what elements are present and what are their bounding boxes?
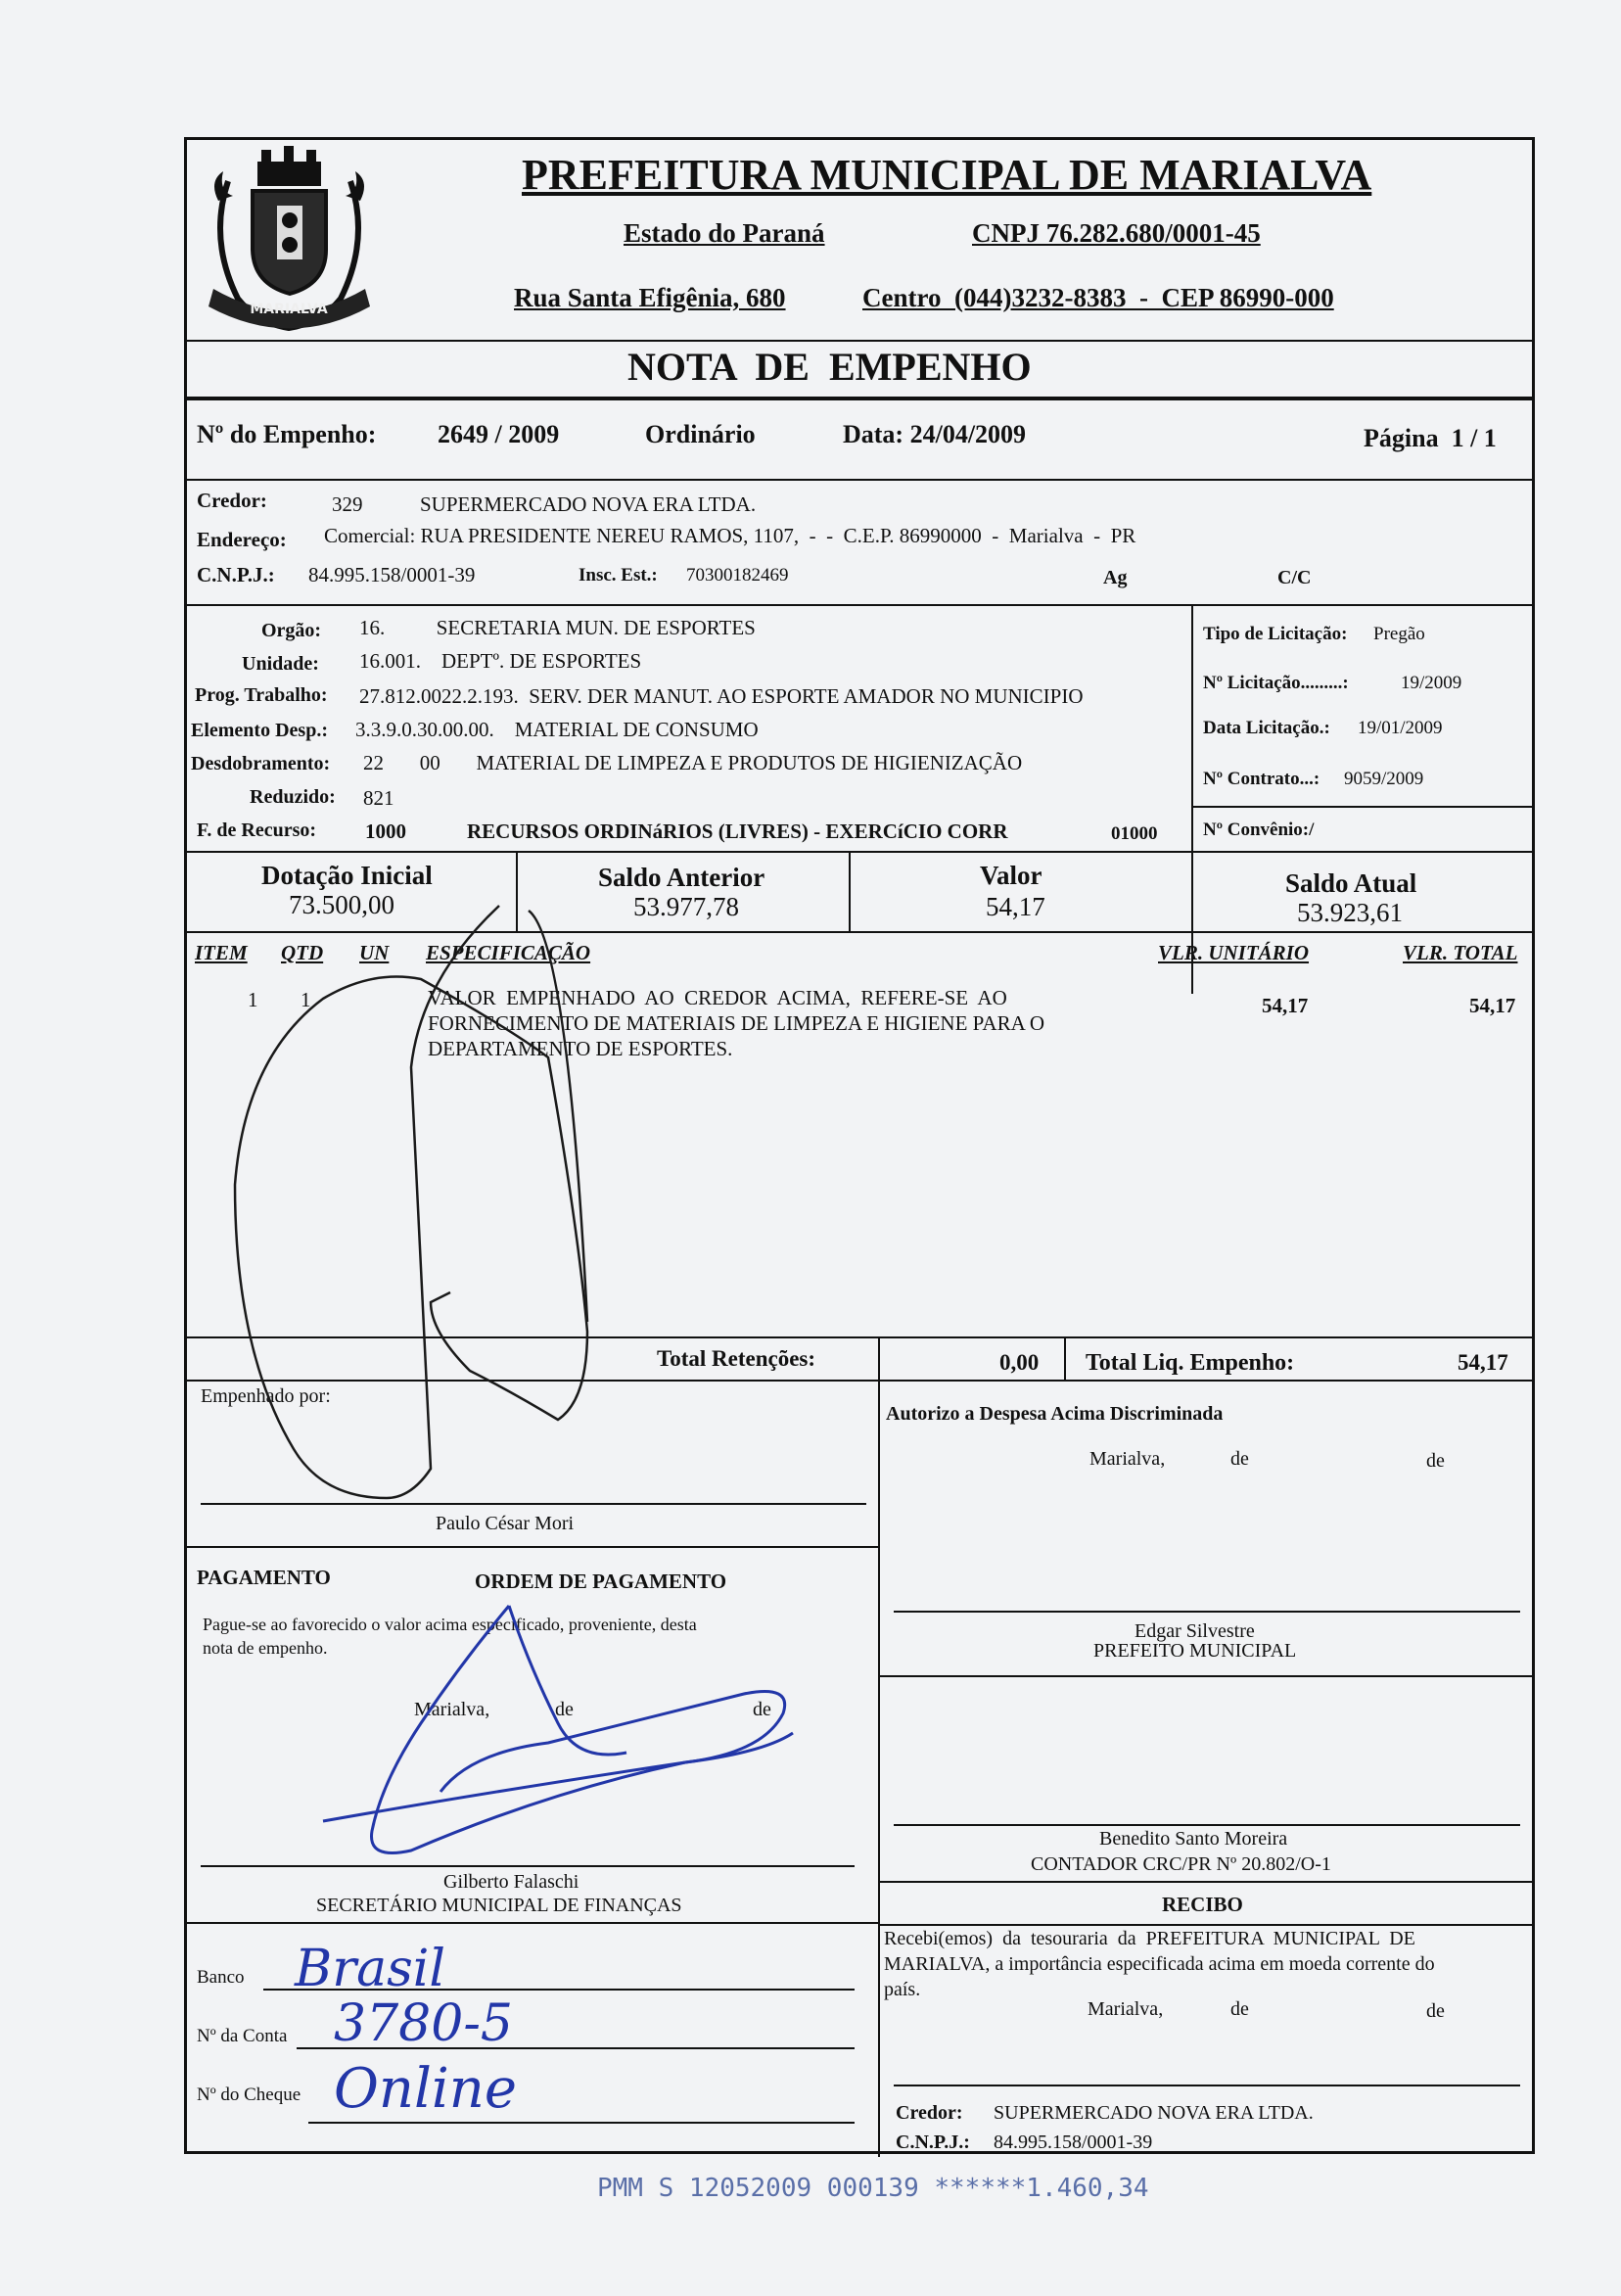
autorizo-place: Marialva, — [1089, 1448, 1166, 1470]
secretario-name: Gilberto Falaschi — [443, 1871, 579, 1893]
credor-name: SUPERMERCADO NOVA ERA LTDA. — [420, 492, 757, 516]
conta-value: 3780-5 — [334, 1994, 513, 2053]
item-total: 54,17 — [1469, 994, 1516, 1017]
saldo-anterior-label: Saldo Anterior — [598, 863, 765, 892]
agency-label: Ag — [1103, 567, 1128, 588]
credor-label: Credor: — [197, 489, 267, 512]
fonte-recurso-label: F. de Recurso: — [197, 820, 317, 841]
prog-trabalho: 27.812.0022.2.193. SERV. DER MANUT. AO ESPORTE AMADOR NO MUNICIPIO — [359, 684, 1084, 708]
header-address: Rua Santa Efigênia, 680 — [514, 283, 786, 312]
unidade-label: Unidade: — [242, 653, 319, 675]
num-licitacao: 19/2009 — [1401, 673, 1462, 693]
cnpj-label: C.N.P.J.: — [197, 563, 275, 586]
document-title: NOTA DE EMPENHO — [627, 345, 1032, 389]
tipo-licitacao-label: Tipo de Licitação: — [1203, 624, 1348, 644]
saldo-atual-label: Saldo Atual — [1285, 868, 1417, 898]
recibo-de-2: de — [1426, 2000, 1445, 2022]
recibo-credor: SUPERMERCADO NOVA ERA LTDA. — [994, 2102, 1314, 2124]
recibo-cnpj-label: C.N.P.J.: — [896, 2132, 970, 2153]
tipo-licitacao: Pregão — [1373, 624, 1425, 644]
valor-value: 54,17 — [986, 892, 1045, 921]
total-retencoes: 0,00 — [999, 1350, 1040, 1375]
recibo-cnpj: 84.995.158/0001-39 — [994, 2132, 1153, 2153]
unidade: 16.001. DEPTº. DE ESPORTES — [359, 649, 642, 673]
fonte-number: 01000 — [1111, 823, 1158, 844]
header-address-rest: Centro (044)3232-8383 - CEP 86990-000 — [862, 283, 1334, 312]
prog-trabalho-label: Prog. Trabalho: — [195, 684, 328, 706]
prefeito-name: Edgar Silvestre — [1135, 1620, 1255, 1642]
recibo-line-3: país. — [884, 1979, 921, 2000]
item-spec-line-1: VALOR EMPENHADO AO CREDOR ACIMA, REFERE-SE AO — [428, 986, 1007, 1009]
total-retencoes-label: Total Retenções: — [657, 1346, 816, 1371]
total-liquido: 54,17 — [1458, 1350, 1508, 1375]
reduzido-label: Reduzido: — [250, 786, 336, 808]
pagamento-text-1: Pague-se ao favorecido o valor acima especificado, proveniente, desta — [203, 1615, 697, 1634]
col-total: VLR. TOTAL — [1403, 941, 1518, 964]
empenho-number: 2649 / 2009 — [438, 420, 560, 448]
empenho-number-label: Nº do Empenho: — [197, 420, 377, 448]
prefeito-title: PREFEITO MUNICIPAL — [1093, 1640, 1297, 1662]
credor-cnpj: 84.995.158/0001-39 — [308, 563, 476, 586]
municipal-coat-of-arms — [199, 142, 380, 338]
svg-text:MARIALVA: MARIALVA — [250, 302, 328, 317]
credor-code: 329 — [332, 492, 363, 516]
recibo-de-1: de — [1230, 1998, 1249, 2020]
page-number: Página 1 / 1 — [1364, 424, 1497, 452]
col-unit-price: VLR. UNITÁRIO — [1158, 941, 1310, 964]
endereco: Comercial: RUA PRESIDENTE NEREU RAMOS, 1107, - - C.E.P. 86990000 - Marialva - PR — [324, 524, 1136, 547]
banco-label: Banco — [197, 1967, 245, 1988]
account-label: C/C — [1277, 567, 1312, 588]
pagamento-de-2: de — [753, 1699, 771, 1720]
autorizo-de-2: de — [1426, 1450, 1445, 1472]
payment-stamp: PMM S 12052009 000139 ******1.460,34 — [597, 2174, 1149, 2203]
header-cnpj: CNPJ 76.282.680/0001-45 — [972, 218, 1261, 248]
cheque-label: Nº do Cheque — [197, 2085, 301, 2105]
desdobramento-label: Desdobramento: — [191, 753, 331, 774]
secretario-title: SECRETÁRIO MUNICIPAL DE FINANÇAS — [316, 1895, 682, 1916]
item-unit-price: 54,17 — [1262, 994, 1309, 1017]
elemento-label: Elemento Desp.: — [191, 720, 328, 741]
elemento: 3.3.9.0.30.00.00. MATERIAL DE CONSUMO — [355, 718, 759, 741]
recibo-credor-label: Credor: — [896, 2102, 963, 2124]
conta-label: Nº da Conta — [197, 2026, 288, 2046]
item-spec-line-2: FORNECIMENTO DE MATERIAIS DE LIMPEZA E HIGIENE PARA O — [428, 1011, 1045, 1035]
insc-est-label: Insc. Est.: — [579, 565, 658, 586]
endereco-label: Endereço: — [197, 528, 287, 551]
autorizo-de-1: de — [1230, 1448, 1249, 1470]
contrato-label: Nº Contrato...: — [1203, 769, 1320, 789]
data-licitacao: 19/01/2009 — [1358, 718, 1443, 738]
pagamento-title: PAGAMENTO — [197, 1566, 331, 1589]
pagamento-text-2: nota de empenho. — [203, 1638, 328, 1658]
fonte-description: RECURSOS ORDINáRIOS (LIVRES) - EXERCíCIO CORR — [467, 820, 1008, 843]
empenhado-por-name: Paulo César Mori — [436, 1513, 575, 1534]
pagamento-place: Marialva, — [414, 1699, 490, 1720]
empenho-date: Data: 24/04/2009 — [843, 420, 1027, 448]
empenhado-por-label: Empenhado por: — [201, 1385, 331, 1407]
convenio-label: Nº Convênio:/ — [1203, 820, 1315, 840]
contador-name: Benedito Santo Moreira — [1099, 1828, 1288, 1850]
col-spec: ESPECIFICAÇÃO — [426, 941, 591, 964]
dotacao-value: 73.500,00 — [289, 890, 394, 919]
data-licitacao-label: Data Licitação.: — [1203, 718, 1330, 738]
item-qty: 1 — [301, 988, 311, 1011]
recibo-title: RECIBO — [1162, 1893, 1243, 1916]
insc-est: 70300182469 — [686, 565, 789, 586]
empenho-type: Ordinário — [645, 420, 756, 448]
total-liquido-label: Total Liq. Empenho: — [1086, 1350, 1295, 1376]
dotacao-label: Dotação Inicial — [261, 861, 433, 890]
item-spec-line-3: DEPARTAMENTO DE ESPORTES. — [428, 1037, 733, 1060]
contrato: 9059/2009 — [1344, 769, 1424, 789]
autorizo-label: Autorizo a Despesa Acima Discriminada — [886, 1403, 1224, 1425]
reduzido: 821 — [363, 786, 394, 810]
col-qtd: QTD — [281, 941, 324, 964]
ordem-pagamento-title: ORDEM DE PAGAMENTO — [475, 1570, 727, 1593]
banco-value: Brasil — [295, 1940, 446, 1998]
col-un: UN — [359, 941, 390, 964]
cheque-value: Online — [334, 2057, 518, 2121]
saldo-anterior-value: 53.977,78 — [633, 892, 739, 921]
nota-de-empenho-form — [184, 137, 1535, 2154]
saldo-atual-value: 53.923,61 — [1297, 898, 1403, 927]
header-title: PREFEITURA MUNICIPAL DE MARIALVA — [522, 151, 1372, 199]
contador-title: CONTADOR CRC/PR Nº 20.802/O-1 — [1031, 1853, 1331, 1875]
pagamento-de-1: de — [555, 1699, 574, 1720]
orgao: 16. SECRETARIA MUN. DE ESPORTES — [359, 616, 756, 639]
desdobramento: 22 00 MATERIAL DE LIMPEZA E PRODUTOS DE HIGIENIZAÇÃO — [363, 751, 1023, 774]
recibo-line-1: Recebi(emos) da tesouraria da PREFEITURA MUNICIPAL DE — [884, 1928, 1415, 1949]
valor-label: Valor — [980, 861, 1042, 890]
header-state: Estado do Paraná — [624, 218, 825, 248]
recibo-line-2: MARIALVA, a importância especificada acima em moeda corrente do — [884, 1953, 1435, 1975]
item-number: 1 — [248, 988, 258, 1011]
col-item: ITEM — [195, 941, 248, 964]
recibo-place: Marialva, — [1088, 1998, 1164, 2020]
orgao-label: Orgão: — [261, 620, 322, 641]
num-licitacao-label: Nº Licitação.........: — [1203, 673, 1349, 693]
fonte-code: 1000 — [365, 820, 406, 843]
